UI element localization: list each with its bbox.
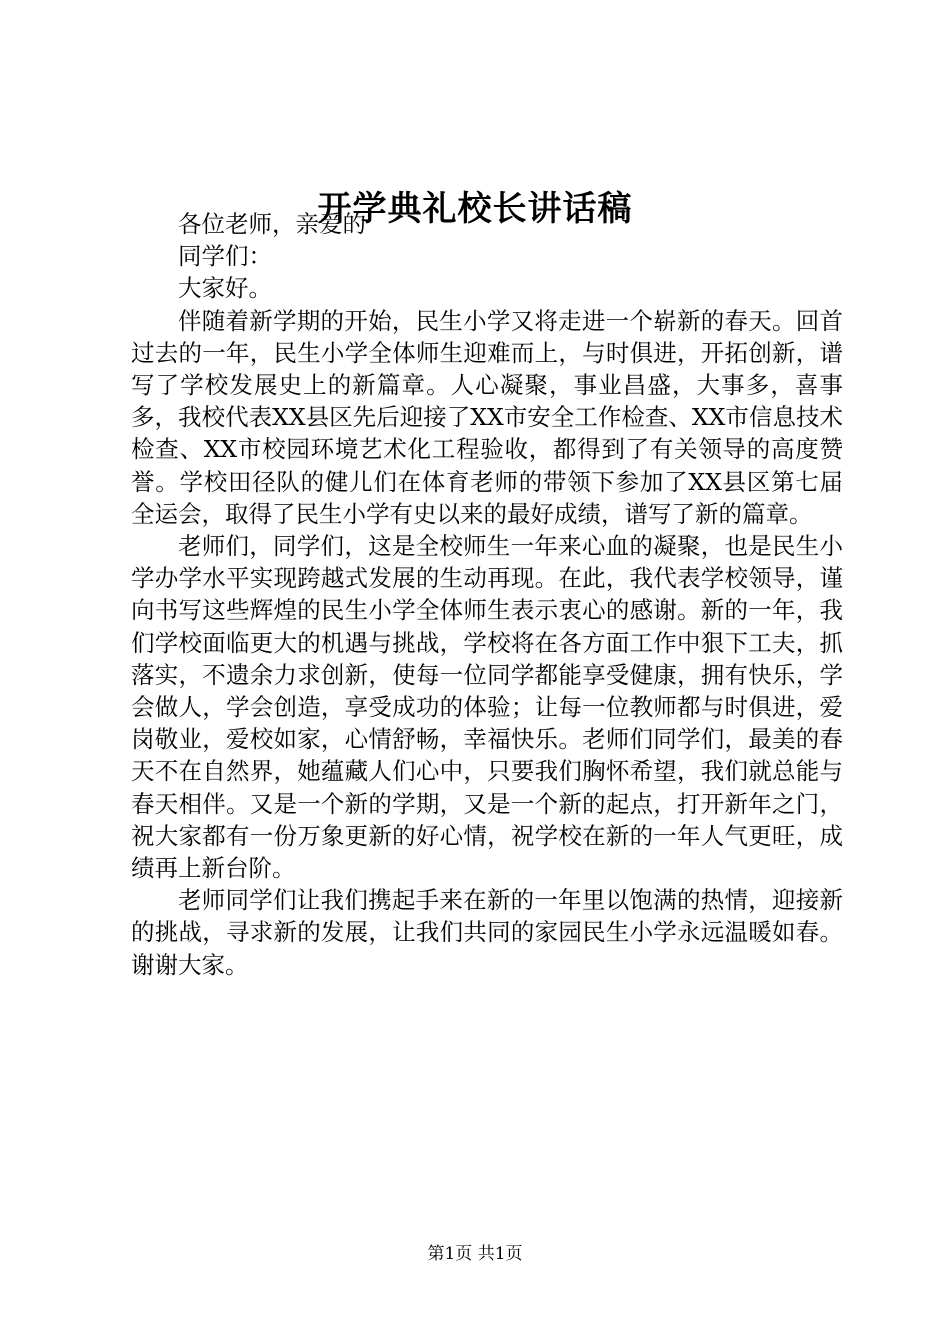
body-paragraph-2: 老师们，同学们，这是全校师生一年来心血的凝聚，也是民生小学办学水平实现跨越式发展的生动再现。在此，我代表学校领导，谨向书写这些辉煌的民生小学全体师生表示衷心的感谢。新的一年，我们学校面临更大的机遇与挑战，学校将在各方面工作中狠下工夫，抓落实，不遗余力求创新，使每一位同学都能享受健康，拥有快乐，学会做人，学会创造，享受成功的体验；让每一位教师都与时俱进，爱岗敬业，爱校如家，心情舒畅，幸福快乐。老师们同学们，最美的春天不在自然界，她蕴藏人们心中，只要我们胸怀希望，我们就总能与春天相伴。又是一个新的学期，又是一个新的起点，打开新年之门，祝大家都有一份万象更新的好心情，祝学校在新的一年人气更旺，成绩再上新台阶。: [131, 532, 843, 883]
greeting-line-2: 同学们：: [178, 242, 272, 271]
greeting-line-1: 各位老师，亲爱的: [178, 210, 366, 238]
document-title: 开学典礼校长讲话稿: [317, 189, 633, 229]
body-paragraph-1: 伴随着新学期的开始，民生小学又将走进一个崭新的春天。回首过去的一年，民生小学全体师生迎难而上，与时俱进，开拓创新，谱写了学校发展史上的新篇章。人心凝聚，事业昌盛，大事多，喜事多，我校代表XX县区先后迎接了XX市安全工作检查、XX市信息技术检查、XX市校园环境艺术化工程验收，都得到了有关领导的高度赞誉。学校田径队的健儿们在体育老师的带领下参加了XX县区第七届全运会，取得了民生小学有史以来的最好成绩，谱写了新的篇章。: [131, 306, 843, 528]
page-footer: 第1页 共1页: [427, 1244, 523, 1264]
document-body: [131, 208, 843, 981]
body-paragraph-3: 老师同学们让我们携起手来在新的一年里以饱满的热情，迎接新的挑战，寻求新的发展，让我们共同的家园民生小学永远温暖如春。谢谢大家。: [131, 886, 843, 979]
greeting-line-3: 大家好。: [178, 274, 272, 303]
